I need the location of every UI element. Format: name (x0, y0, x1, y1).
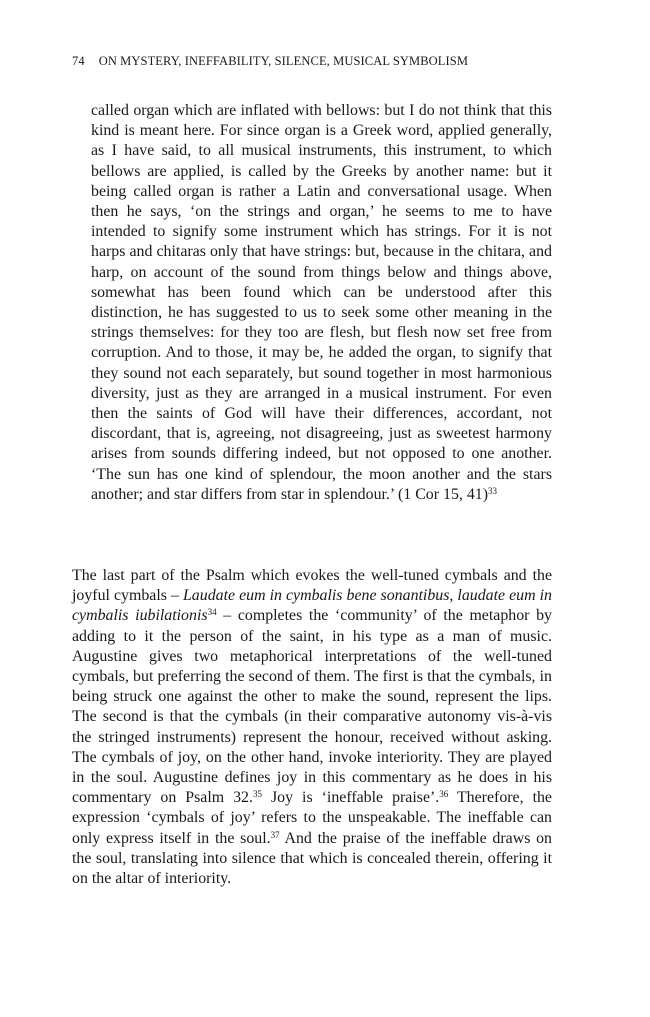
body-text-part-5: And the praise of the ineffable draws on the soul, translating into silence that which is concealed therein, offering it on the altar of interiority. (72, 829, 553, 888)
footnote-ref-35: 35 (252, 789, 262, 800)
latin-quote: Laudate eum in cymbalis bene sonantibus, laudate eum in cymbalis iubilationis (72, 587, 552, 625)
running-title: ON MYSTERY, INEFFABILITY, SILENCE, MUSICAL SYMBOLISM (98, 54, 469, 68)
footnote-ref-33: 33 (488, 485, 498, 496)
body-text-part-4: Therefore, the expression ‘cymbals of joy’ refers to the unspeakable. The ineffable can only express itself in the soul. (72, 789, 552, 847)
block-quote (91, 101, 552, 505)
page-number: 74 (72, 54, 85, 68)
footnote-ref-34: 34 (207, 607, 217, 618)
body-paragraph (72, 566, 552, 889)
running-head (72, 54, 582, 69)
body-text-part-2: – completes the ‘community’ of the metaphor by adding to it the person of the saint, in his type as a man of music. Augustine gives two metaphorical interpretations of the well-tuned cymbals, but preferring the second of them. The first is that the cymbals, in being struck one against the other to make the sound, represent the lips. The second is that the cymbals (in their comparative autonomy vis-à-vis the stringed instruments) represent the honour, received without asking. The cymbals of joy, on the other hand, invoke interiority. They are played in the soul. Augustine defines joy in this commentary as he does in his commentary on Psalm 32. (72, 607, 553, 807)
footnote-ref-37: 37 (270, 829, 280, 840)
footnote-ref-36: 36 (439, 789, 449, 800)
block-quote-text: called organ which are inflated with bellows: but I do not think that this kind is meant here. For since organ is a Greek word, applied generally, as I have said, to all musical instruments, this instrument, to which bellows are applied, is called by the Greeks by another name: but it being called organ is rather a Latin and conversational usage. When then he says, ‘on the strings and organ,’ he seems to me to have intended to signify some instrument which has strings. For it is not harps and chitaras only that have strings: but, because in the chitara, and harp, on account of the sound from things below and things above, somewhat has been found which can be understood after this distinction, he has suggested to us to seek some other meaning in the strings themselves: for they too are flesh, but flesh now set free from corruption. And to those, it may be, he added the organ, to signify that they sound not each separately, but sound together in most harmonious diversity, just as they are arranged in a musical instrument. For even then the saints of God will have their differences, accordant, not discordant, that is, agreeing, not disagreeing, just as sweetest harmony arises from sounds differing indeed, but not opposed to one another. ‘The sun has one kind of splendour, the moon another and the stars another; and star differs from star in splendour.’ (1 Cor 15, 41) (91, 102, 552, 503)
body-text-part-3: Joy is ‘ineffable praise’. (261, 789, 440, 807)
body-text-part-1: The last part of the Psalm which evokes the well-tuned cymbals and the joyful cymbals – (72, 567, 552, 605)
body-paragraph-text (72, 566, 552, 889)
block-quote-paragraph (91, 101, 552, 505)
